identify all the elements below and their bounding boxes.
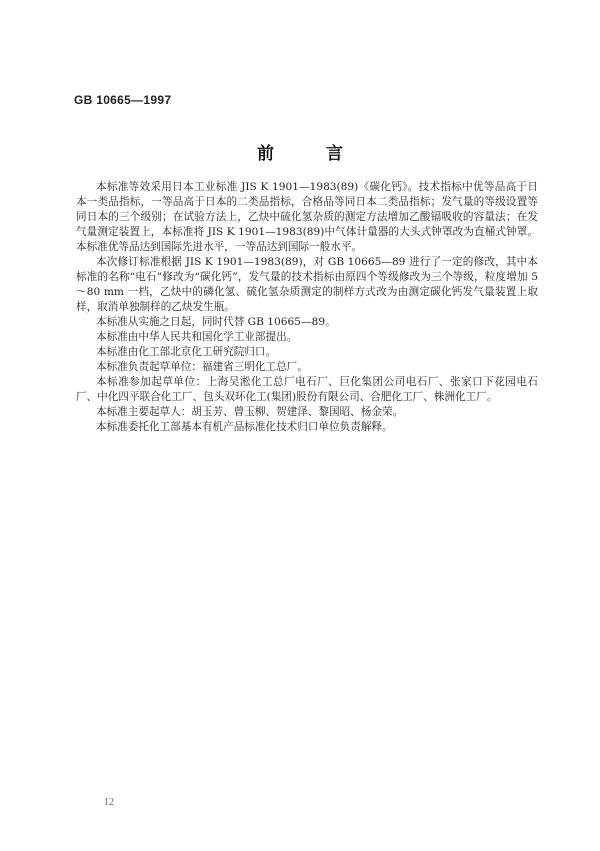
title-char-2: 言	[326, 144, 343, 164]
paragraph-centralized-by: 本标准由化工部北京化工研究院归口。	[96, 346, 277, 358]
paragraph-participating-units: 本标准参加起草单位：上海吴淞化工总厂电石厂、巨化集团公司电石厂、张家口下花园电石厂、中化四平联合化工厂、包头双环化工(集团)股份有限公司、合肥化工厂、株洲化工厂。	[76, 376, 538, 403]
paragraph-interpretation: 本标准委托化工部基本有机产品标准化技术归口单位负责解释。	[96, 421, 393, 433]
page-number: 12	[104, 797, 114, 808]
paragraph-drafters: 本标准主要起草人：胡玉芳、曾玉柳、贺建泽、黎国昭、杨金荣。	[96, 406, 404, 418]
title-char-1: 前	[257, 144, 274, 164]
paragraph-revision: 本次修订标准根据 JIS K 1901—1983(89)，对 GB 10665—89 进行了一定的修改，其中本标准的名称“电石”修改为“碳化钙”，发气量的技术指标由原四个等级修改为三个等级，粒度增加 5～80 mm 一档，乙炔中的磷化氢、硫化氢杂质测定的制样方式改为由测定碳化钙发气量装置上取样，取消单独制样的乙炔发生瓶。	[76, 256, 538, 313]
section-title-foreword	[0, 139, 600, 164]
document-code: GB 10665—1997	[74, 93, 172, 107]
paragraph-drafting-unit: 本标准负责起草单位：福建省三明化工总厂。	[96, 361, 308, 373]
paragraph-replaces: 本标准从实施之日起，同时代替 GB 10665—89。	[96, 316, 336, 328]
foreword-body	[76, 180, 538, 435]
paragraph-proposed-by: 本标准由中华人民共和国化学工业部提出。	[96, 331, 298, 343]
paragraph-equivalence: 本标准等效采用日本工业标准 JIS K 1901—1983(89)《碳化钙》。技术指标中优等品高于日本一类品指标，一等品高于日本的二类品指标，合格品等同日本二类品指标；发气量的等级设置等同日本的三个级别；在试验方法上，乙炔中硫化氢杂质的测定方法增加乙酸镉吸收的容量法；在发气量测定装置上，本标准将 JIS K 1901—1983(89)中气体计量器的大头式钟罩改为直桶式钟罩。本标准优等品达到国际先进水平，一等品达到国际一般水平。	[76, 181, 538, 253]
